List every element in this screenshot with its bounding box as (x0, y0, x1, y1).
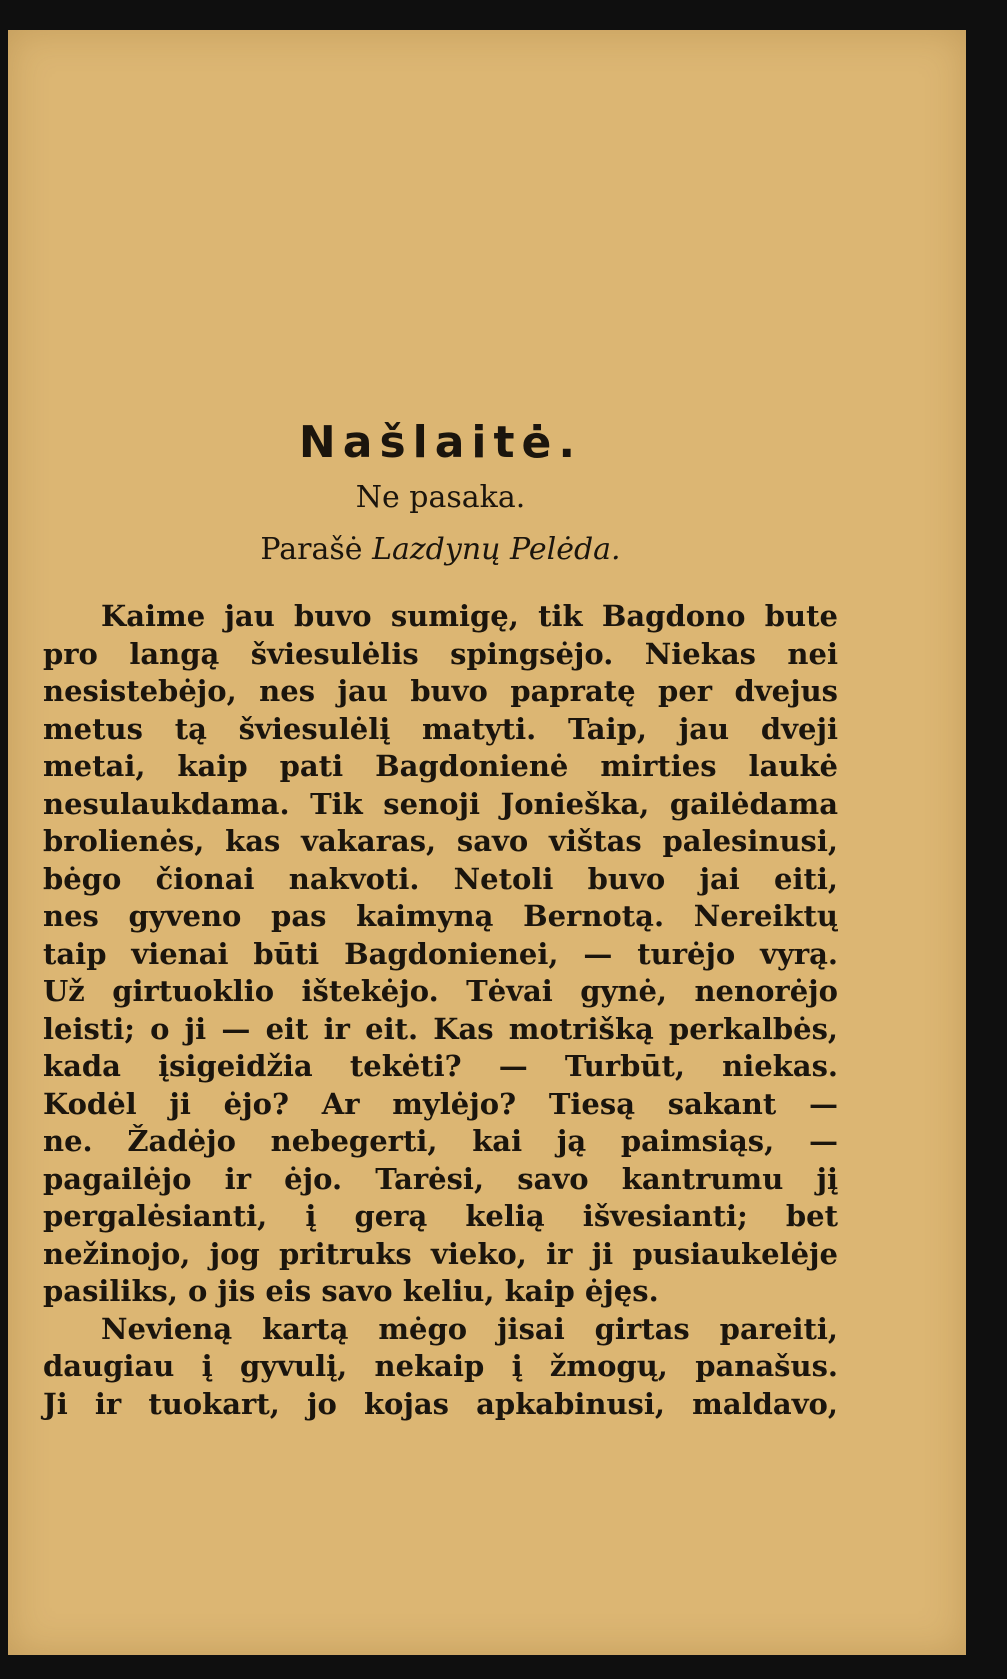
text-line: Už girtuoklio ištekėjo. Tėvai gynė, nenorėjo (43, 974, 838, 1008)
text-line: nežinojo, jog pritruks vieko, ir ji pusiaukelėje (43, 1236, 838, 1271)
text-line: bėgo čionai nakvoti. Netoli buvo jai eiti, (43, 861, 838, 896)
text-line: pagailėjo ir ėjo. Tarėsi, savo kantrumu jį (43, 1161, 838, 1196)
text-line: nes gyveno pas kaimyną Bernotą. Nereiktų (43, 899, 838, 933)
story-subtitle: Ne pasaka. (355, 480, 526, 515)
text-line: Nevieną kartą mėgo jisai girtas pareiti, (101, 1311, 838, 1346)
text-line: kada įsigeidžia tekėti? — Turbūt, niekas. (43, 1049, 838, 1083)
text-line: metus tą šviesulėlį matyti. Taip, jau dveji (43, 711, 838, 746)
text-line: pergalėsianti, į gerą kelią išvesianti; bet (43, 1199, 838, 1233)
text-line: pasiliks, o jis eis savo keliu, kaip ėjęs. (43, 1274, 659, 1308)
text-line: metai, kaip pati Bagdonienė mirties laukė (43, 749, 838, 783)
text-line: taip vienai būti Bagdonienei, — turėjo vyrą. (43, 936, 838, 971)
text-line: daugiau į gyvulį, nekaip į žmogų, panašus. (43, 1349, 838, 1383)
text-line: brolienės, kas vakaras, savo vištas palesinusi, (43, 824, 838, 858)
text-line: Kodėl ji ėjo? Ar mylėjo? Tiesą sakant — (43, 1086, 838, 1121)
text-line: leisti; o ji — eit ir eit. Kas motrišką perkalbės, (43, 1011, 838, 1046)
text-line: nesulaukdama. Tik senoji Jonieška, gailėdama (43, 786, 838, 821)
book-page (8, 30, 966, 1655)
text-line: Kaime jau buvo sumigę, tik Bagdono bute (101, 599, 838, 633)
story-body (43, 598, 838, 1423)
story-title: Našlaitė. (298, 417, 583, 468)
page-content (43, 410, 838, 1423)
text-line: nesistebėjo, nes jau buvo papratę per dvejus (43, 674, 838, 708)
author-name: Lazdynų Pelėda. (372, 532, 621, 567)
byline-prefix: Parašė (260, 532, 363, 567)
text-line: Ji ir tuokart, jo kojas apkabinusi, maldavo, (43, 1386, 838, 1421)
text-line: pro langą šviesulėlis spingsėjo. Niekas nei (43, 636, 838, 671)
text-line: ne. Žadėjo nebegerti, kai ją paimsiąs, — (43, 1124, 838, 1158)
story-byline (43, 520, 838, 580)
